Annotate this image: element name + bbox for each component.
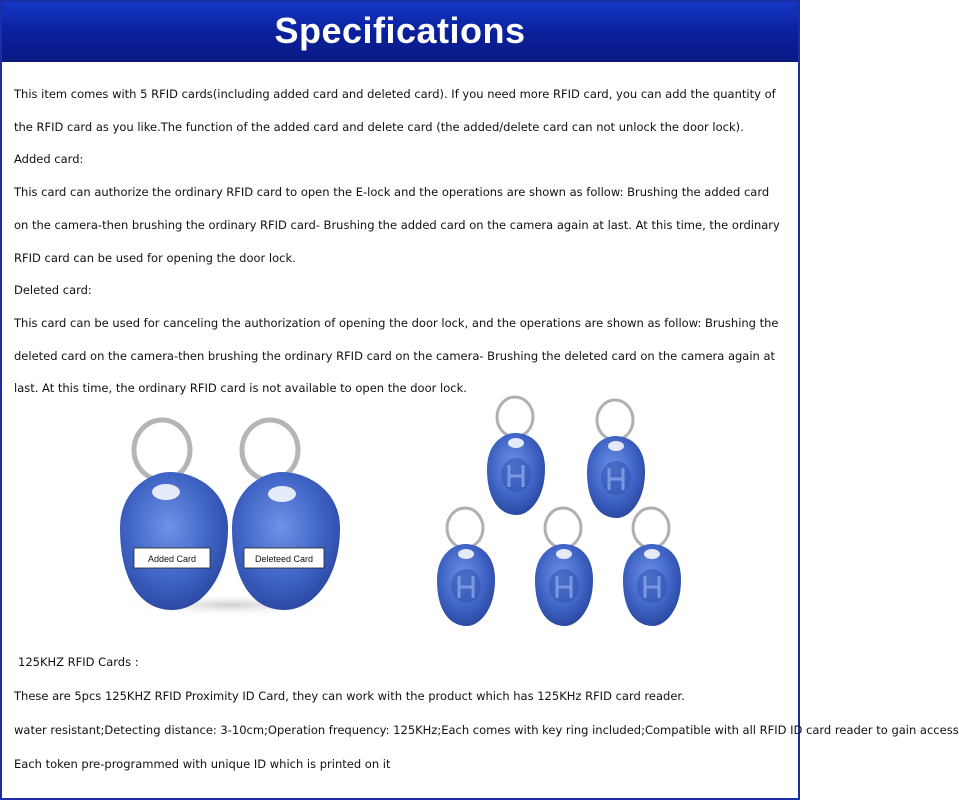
rfid-tag-3 [437, 508, 495, 626]
header-bar [2, 2, 798, 62]
deleted-card-description: This card can be used for canceling the authorization of opening the door lock, and the operations are shown as follow: Brushing the deleted card on the camera-then brushing the ordinary RFID card on the camera- Brushing the deleted card on the camera again at last. At this time, the ordinary RFID card is not available to open the door lock. [14, 315, 779, 396]
added-card-heading: Added card: [14, 152, 84, 167]
page-title: Specifications [274, 10, 526, 51]
rfid-tag-5 [623, 508, 681, 626]
deleted-card-tag [232, 420, 340, 610]
deleted-card-heading: Deleted card: [14, 283, 92, 298]
added-card-tag [120, 420, 228, 610]
rfid-cards-line-2: water resistant;Detecting distance: 3-10cm;Operation frequency: 125KHz;Each comes with key ring included;Compatible with all RFID ID card reader to gain access [14, 723, 959, 737]
added-deleted-tags-photo [110, 410, 350, 620]
deleted-card-label: Deleteed Card [254, 554, 314, 564]
rfid-cards-line-1: These are 5pcs 125KHZ RFID Proximity ID Card, they can work with the product which has 125KHz RFID card reader. [14, 689, 685, 703]
rfid-cards-line-3: Each token pre-programmed with unique ID which is printed on it [14, 757, 391, 771]
rfid-cards-section [14, 645, 959, 781]
intro-paragraph: This item comes with 5 RFID cards(including added card and deleted card). If you need more RFID card, you can add the quantity of the RFID card as you like.The function of the added card and delete card (the added/delete card can not unlock the door lock). [14, 87, 776, 134]
five-rfid-tags-photo [425, 395, 685, 630]
rfid-tag-2 [587, 400, 645, 518]
rfid-tag-4 [535, 508, 593, 626]
intro-text [14, 78, 786, 405]
added-card-label: Added Card [147, 554, 197, 564]
added-card-description: This card can authorize the ordinary RFID card to open the E-lock and the operations are shown as follow: Brushing the added card on the camera-then brushing the ordinary RFID card- Brushing the added card on the camera again at last. At this time, the ordinary RFID card can be used for opening the door lock. [14, 185, 780, 265]
rfid-cards-heading: 125KHZ RFID Cards : [18, 655, 139, 669]
rfid-tag-1 [487, 397, 545, 515]
